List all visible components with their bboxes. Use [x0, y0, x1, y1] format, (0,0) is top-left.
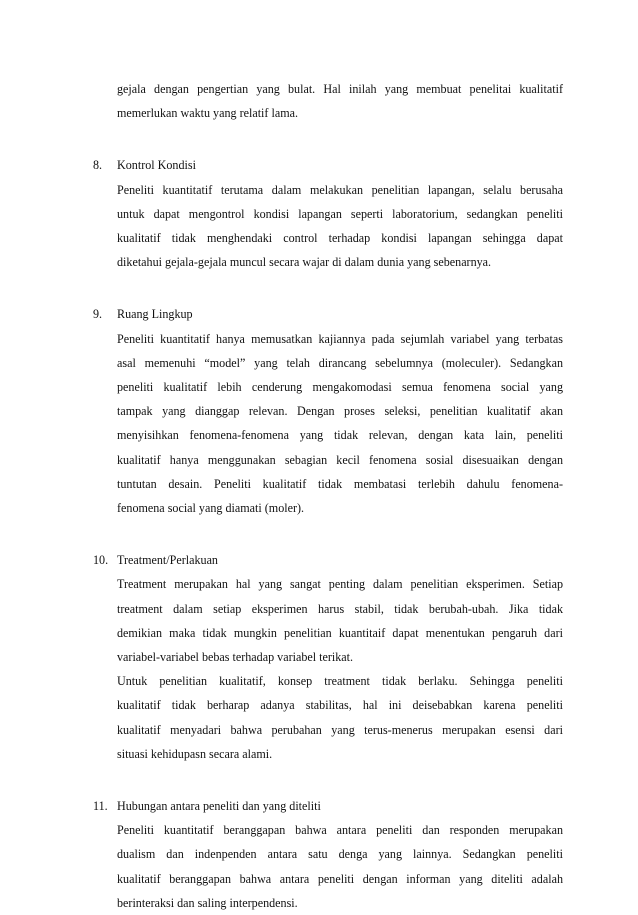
list-item-treatment-perlakuan: [93, 548, 563, 766]
text-line: berinteraksi dan saling interpendensi.: [117, 895, 298, 910]
item-number: 10.: [93, 553, 109, 568]
item-heading: Kontrol Kondisi: [117, 158, 196, 173]
item-number: 9.: [93, 307, 103, 322]
text-line: diketahui gejala-gejala muncul secara wajar di dalam dunia yang sebenarnya.: [117, 255, 492, 270]
text-line: dualism dan indenpenden antara satu denga yang lainnya. Sedangkan peneliti: [117, 847, 563, 862]
item-number: 8.: [93, 158, 103, 173]
item-heading: Treatment/Perlakuan: [117, 553, 218, 568]
text-line: Peneliti kuantitatif hanya memusatkan kajiannya pada sejumlah variabel yang terbatas: [117, 331, 563, 346]
item-heading: Ruang Lingkup: [117, 307, 193, 322]
text-line: fenomena social yang diamati (moler).: [117, 501, 305, 516]
item-paragraph: [117, 178, 563, 275]
item-number: 11.: [93, 799, 108, 814]
body-text: [93, 77, 563, 915]
text-line: treatment dalam setiap eksperimen harus stabil, tidak berubah-ubah. Jika tidak: [117, 601, 563, 616]
item-paragraph: [117, 327, 563, 521]
text-line: memerlukan waktu yang relatif lama.: [117, 106, 298, 121]
text-line: tampak yang dianggap relevan. Dengan proses seleksi, penelitian kualitatif akan: [117, 404, 563, 419]
text-line: menyisihkan fenomena-fenomena yang tidak relevan, dengan kata lain, peneliti: [117, 428, 563, 443]
text-line: variabel-variabel bebas terhadap variabel terikat.: [117, 650, 354, 665]
text-line: Peneliti kuantitatif terutama dalam melakukan penelitian lapangan, selalu berusaha: [117, 182, 563, 197]
text-line: asal memenuhi “model” yang telah dirancang sebelumnya (moleculer). Sedangkan: [117, 355, 563, 370]
list-item-ruang-lingkup: [93, 302, 563, 520]
text-line: tuntutan desain. Peneliti kualitatif tidak membatasi terlebih dahulu fenomena-: [117, 476, 563, 491]
text-line: kualitatif tidak berharap adanya stabilitas, hal ini deisebabkan karena peneliti: [117, 698, 563, 713]
item-heading: Hubungan antara peneliti dan yang diteliti: [117, 799, 321, 814]
continued-paragraph: [117, 77, 563, 125]
text-line: Peneliti kuantitatif beranggapan bahwa antara peneliti dan responden merupakan: [117, 823, 563, 838]
text-line: gejala dengan pengertian yang bulat. Hal inilah yang membuat penelitai kualitatif: [117, 82, 563, 96]
text-line: kualitatif hanya menggunakan sebagian kecil fenomena sosial disesuaikan dengan: [117, 452, 563, 467]
text-line: kualitatif menyadari bahwa perubahan yang terus-menerus merupakan esensi dari: [117, 722, 563, 737]
text-line: peneliti kualitatif lebih cenderung mengakomodasi semua fenomena social yang: [117, 380, 563, 395]
text-line: kualitatif beranggapan bahwa antara peneliti dengan informan yang diteliti adalah: [117, 871, 563, 886]
list-item-kontrol-kondisi: [93, 153, 563, 274]
item-paragraph: [117, 818, 563, 915]
text-line: kualitatif tidak menghendaki control terhadap kondisi lapangan sehingga dapat: [117, 231, 563, 246]
list-item-hubungan-peneliti: [93, 794, 563, 915]
text-line: situasi kehidupasn secara alami.: [117, 746, 273, 761]
text-line: untuk dapat mengontrol kondisi lapangan seperti laboratorium, sedangkan peneliti: [117, 206, 563, 221]
text-line: demikian maka tidak mungkin penelitian kuantitaif dapat menentukan pengaruh dari: [117, 625, 563, 640]
item-paragraph: [117, 572, 563, 766]
text-line: Treatment merupakan hal yang sangat penting dalam penelitian eksperimen. Setiap: [117, 577, 563, 592]
text-line: Untuk penelitian kualitatif, konsep treatment tidak berlaku. Sehingga peneliti: [117, 674, 563, 689]
